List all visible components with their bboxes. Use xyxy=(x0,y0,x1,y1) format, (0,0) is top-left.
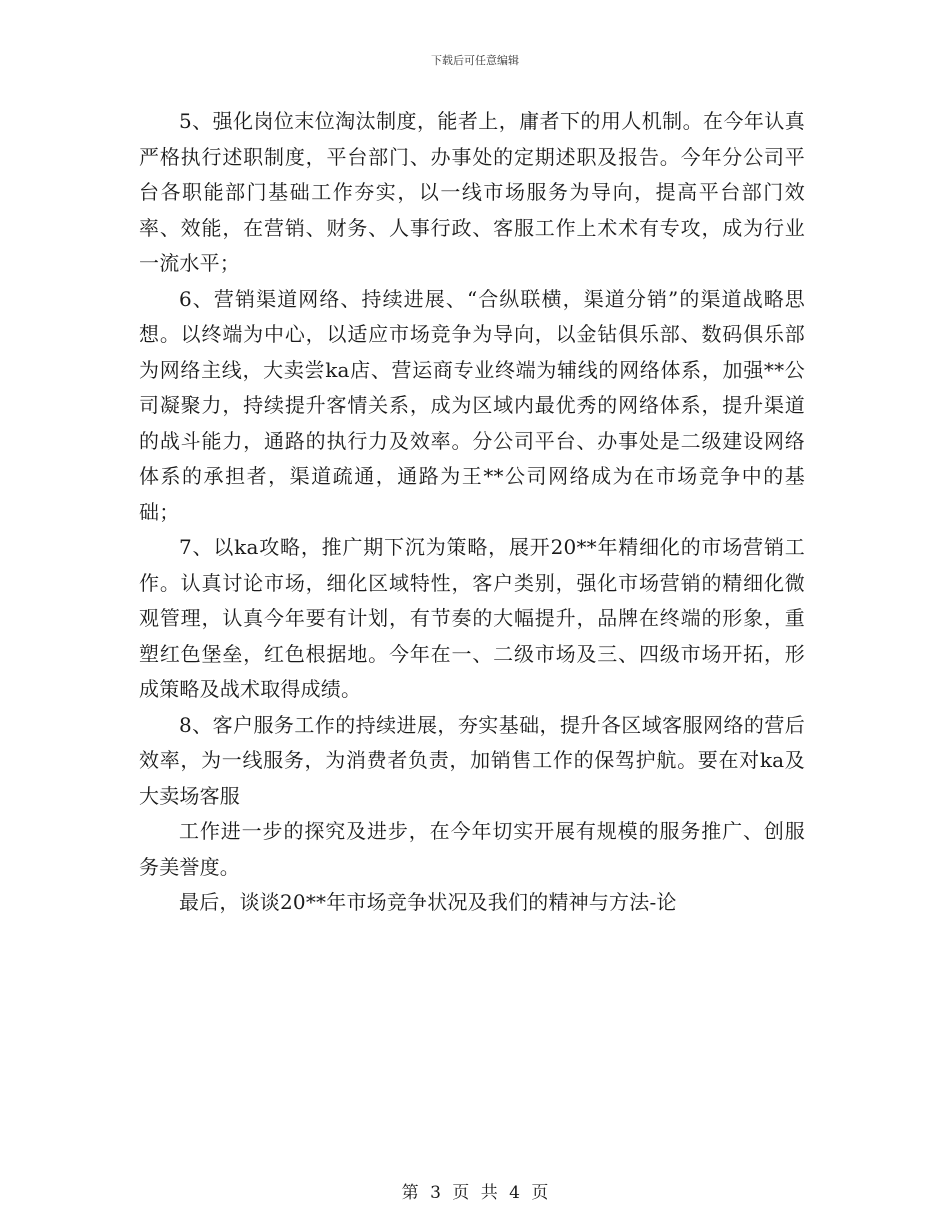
paragraph-item-8: 8、客户服务工作的持续进展，夯实基础，提升各区域客服网络的营后效率，为一线服务，为消费者负责，加销售工作的保驾护航。要在对ka及大卖场客服 xyxy=(139,712,805,808)
document-body xyxy=(139,104,805,921)
paragraph-conclusion: 最后，谈谈20**年市场竞争状况及我们的精神与方法-论 xyxy=(179,890,677,914)
page-header: 下载后可任意编辑 xyxy=(431,54,519,67)
paragraph-item-6: 6、营销渠道网络、持续进展、“合纵联横，渠道分销”的渠道战略思想。以终端为中心，以适应市场竞争为导向，以金钻俱乐部、数码俱乐部为网络主线，大卖尝ka店、营运商专业终端为辅线的网络体系，加强**公司凝聚力，持续提升客情关系，成为区域内最优秀的网络体系，提升渠道的战斗能力，通路的执行力及效率。分公司平台、办事处是二级建设网络体系的承担者，渠道疏通，通路为王**公司网络成为在市场竞争中的基础； xyxy=(139,286,805,524)
paragraph-item-7: 7、以ka攻略，推广期下沉为策略，展开20**年精细化的市场营销工作。认真讨论市场，细化区域特性，客户类别，强化市场营销的精细化微观管理，认真今年要有计划，有节奏的大幅提升，品牌在终端的形象，重塑红色堡垒，红色根据地。今年在一、二级市场及三、四级市场开拓，形成策略及战术取得成绩。 xyxy=(139,535,805,701)
page-number-footer: 第 3 页 共 4 页 xyxy=(401,1183,549,1203)
paragraph-continuation: 工作进一步的探究及进步，在今年切实开展有规模的服务推广、创服务美誉度。 xyxy=(139,819,805,879)
paragraph-item-5: 5、强化岗位末位淘汰制度，能者上，庸者下的用人机制。在今年认真严格执行述职制度，平台部门、办事处的定期述职及报告。今年分公司平台各职能部门基础工作夯实，以一线市场服务为导向，提高平台部门效率、效能，在营销、财务、人事行政、客服工作上术术有专攻，成为行业一流水平； xyxy=(139,109,805,275)
